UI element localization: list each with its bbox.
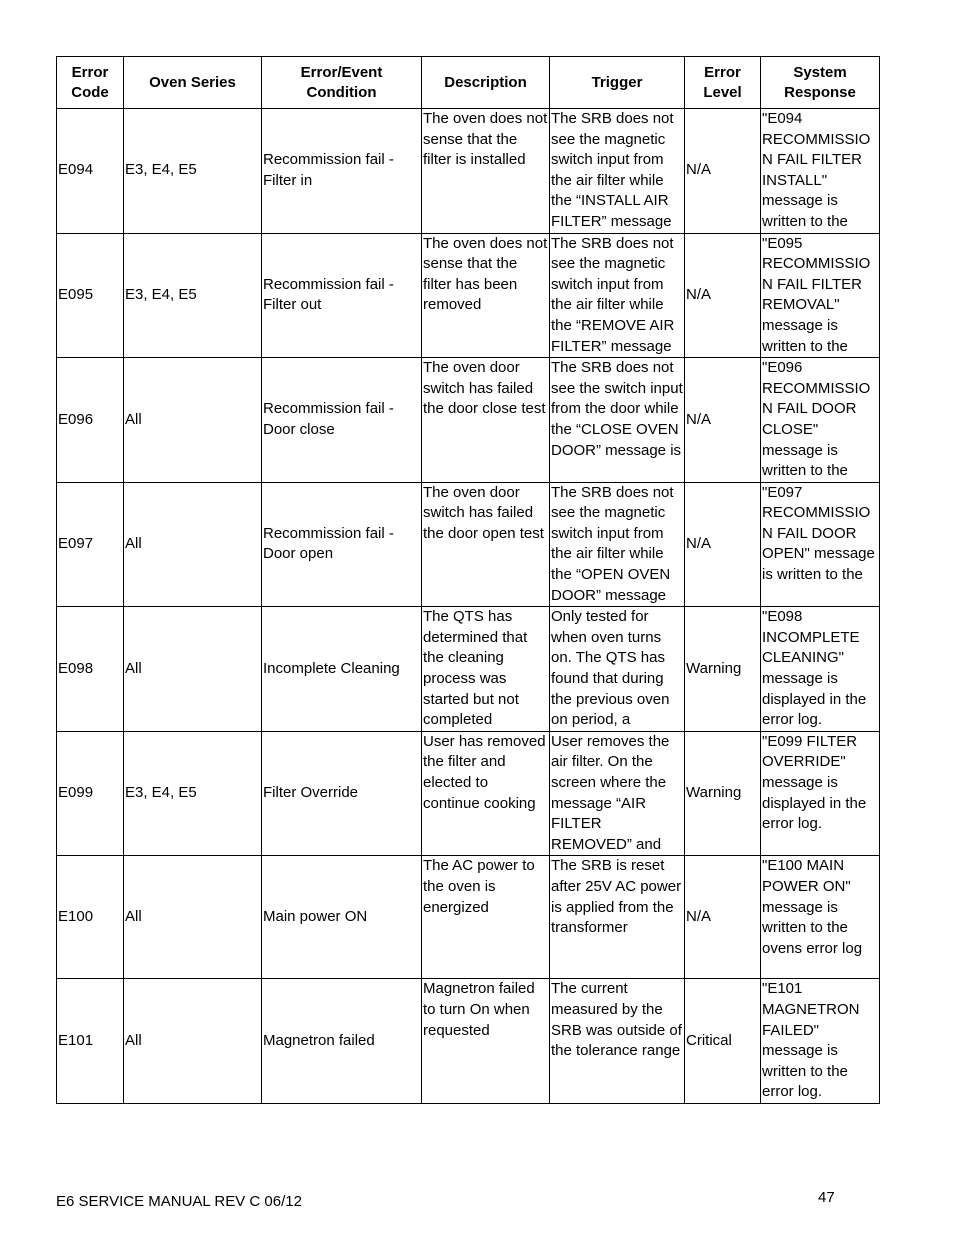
- cell-system-response: "E101 MAGNETRON FAILED" message is written to the error log.: [761, 979, 880, 1104]
- cell-system-response: "E096 RECOMMISSIO N FAIL DOOR CLOSE" message is written to the: [761, 358, 880, 483]
- cell-trigger: The SRB does not see the magnetic switch input from the air filter while the “REMOVE AIR FILTER” message: [550, 233, 685, 358]
- cell-error-level: Critical: [685, 979, 761, 1104]
- cell-event-condition: Filter Override: [262, 731, 422, 856]
- cell-error-level: N/A: [685, 233, 761, 358]
- cell-error-level: Warning: [685, 731, 761, 856]
- header-event-condition: Error/Event Condition: [262, 57, 422, 109]
- header-error-code: Error Code: [57, 57, 124, 109]
- cell-oven-series: All: [124, 607, 262, 732]
- cell-oven-series: E3, E4, E5: [124, 109, 262, 234]
- header-system-response: System Response: [761, 57, 880, 109]
- cell-system-response: "E094 RECOMMISSIO N FAIL FILTER INSTALL" message is written to the: [761, 109, 880, 234]
- footer-manual-title: E6 SERVICE MANUAL REV C 06/12: [56, 1193, 302, 1210]
- cell-trigger: The SRB does not see the switch input from the door while the “CLOSE OVEN DOOR” message is: [550, 358, 685, 483]
- cell-event-condition: Magnetron failed: [262, 979, 422, 1104]
- cell-trigger: Only tested for when oven turns on. The QTS has found that during the previous oven on period, a: [550, 607, 685, 732]
- cell-event-condition: Incomplete Cleaning: [262, 607, 422, 732]
- cell-error-code: E096: [57, 358, 124, 483]
- cell-oven-series: All: [124, 358, 262, 483]
- header-trigger: Trigger: [550, 57, 685, 109]
- cell-oven-series: All: [124, 482, 262, 607]
- table-row: [57, 482, 880, 607]
- cell-error-code: E101: [57, 979, 124, 1104]
- cell-error-level: N/A: [685, 109, 761, 234]
- cell-system-response: "E099 FILTER OVERRIDE" message is displayed in the error log.: [761, 731, 880, 856]
- cell-trigger: The SRB does not see the magnetic switch input from the air filter while the “OPEN OVEN DOOR” message: [550, 482, 685, 607]
- cell-system-response: "E098 INCOMPLETE CLEANING" message is displayed in the error log.: [761, 607, 880, 732]
- cell-oven-series: All: [124, 856, 262, 979]
- cell-system-response: "E100 MAIN POWER ON" message is written to the ovens error log: [761, 856, 880, 979]
- cell-error-code: E098: [57, 607, 124, 732]
- cell-description: The oven does not sense that the filter has been removed: [422, 233, 550, 358]
- cell-oven-series: E3, E4, E5: [124, 233, 262, 358]
- cell-event-condition: Recommission fail - Door close: [262, 358, 422, 483]
- cell-error-level: N/A: [685, 856, 761, 979]
- cell-oven-series: All: [124, 979, 262, 1104]
- cell-trigger: User removes the air filter. On the screen where the message “AIR FILTER REMOVED” and: [550, 731, 685, 856]
- cell-error-code: E100: [57, 856, 124, 979]
- cell-error-code: E095: [57, 233, 124, 358]
- cell-event-condition: Recommission fail - Door open: [262, 482, 422, 607]
- cell-error-code: E099: [57, 731, 124, 856]
- header-oven-series: Oven Series: [124, 57, 262, 109]
- cell-error-level: Warning: [685, 607, 761, 732]
- cell-description: The oven door switch has failed the door close test: [422, 358, 550, 483]
- table-row: [57, 233, 880, 358]
- cell-event-condition: Main power ON: [262, 856, 422, 979]
- table-row: [57, 856, 880, 979]
- cell-error-level: N/A: [685, 358, 761, 483]
- cell-system-response: "E097 RECOMMISSIO N FAIL DOOR OPEN" message is written to the: [761, 482, 880, 607]
- cell-description: The oven door switch has failed the door open test: [422, 482, 550, 607]
- table-row: [57, 607, 880, 732]
- cell-oven-series: E3, E4, E5: [124, 731, 262, 856]
- cell-event-condition: Recommission fail - Filter out: [262, 233, 422, 358]
- cell-description: User has removed the filter and elected to continue cooking: [422, 731, 550, 856]
- cell-trigger: The SRB does not see the magnetic switch input from the air filter while the “INSTALL AIR FILTER” message: [550, 109, 685, 234]
- header-description: Description: [422, 57, 550, 109]
- cell-error-level: N/A: [685, 482, 761, 607]
- cell-trigger: The current measured by the SRB was outside of the tolerance range: [550, 979, 685, 1104]
- cell-description: The QTS has determined that the cleaning process was started but not completed: [422, 607, 550, 732]
- page-number: 47: [818, 1189, 835, 1206]
- cell-system-response: "E095 RECOMMISSIO N FAIL FILTER REMOVAL" message is written to the: [761, 233, 880, 358]
- table-row: [57, 109, 880, 234]
- table-row: [57, 979, 880, 1104]
- cell-error-code: E097: [57, 482, 124, 607]
- table-row: [57, 731, 880, 856]
- cell-trigger: The SRB is reset after 25V AC power is applied from the transformer: [550, 856, 685, 979]
- cell-description: Magnetron failed to turn On when requested: [422, 979, 550, 1104]
- table-row: [57, 358, 880, 483]
- table-header-row: [57, 57, 880, 109]
- cell-description: The AC power to the oven is energized: [422, 856, 550, 979]
- error-code-table: [56, 56, 880, 1104]
- header-error-level: Error Level: [685, 57, 761, 109]
- cell-description: The oven does not sense that the filter is installed: [422, 109, 550, 234]
- cell-error-code: E094: [57, 109, 124, 234]
- cell-event-condition: Recommission fail - Filter in: [262, 109, 422, 234]
